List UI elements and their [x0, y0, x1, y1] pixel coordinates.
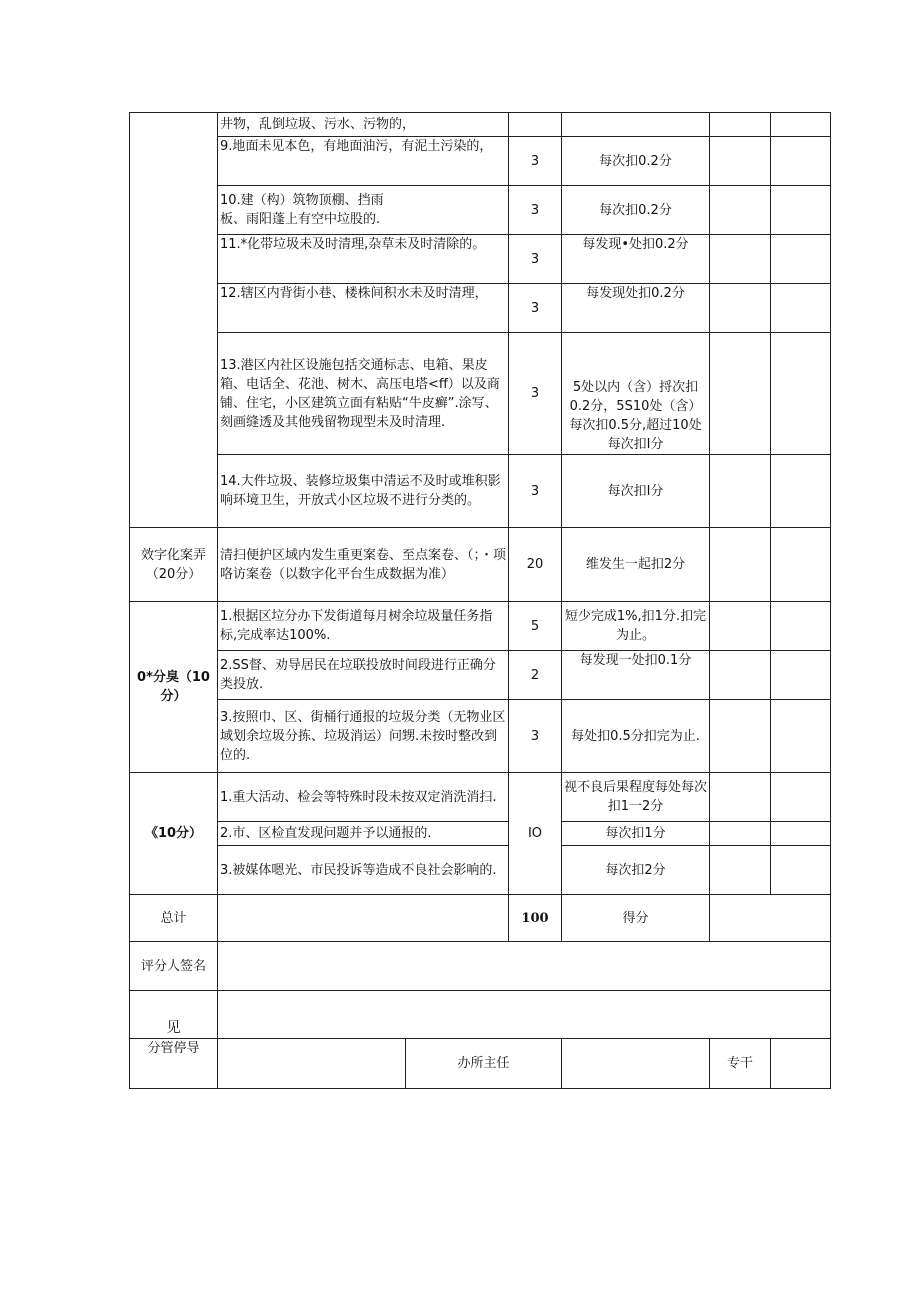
result-cell[interactable] [710, 455, 771, 528]
director-label: 办所主任 [406, 1039, 562, 1089]
rule-cell: 每发现处扣0.2分 [562, 284, 710, 333]
remark-cell[interactable] [771, 186, 831, 235]
staff-signature-field[interactable] [771, 1039, 831, 1089]
score-cell: 3 [509, 284, 562, 333]
table-row [130, 113, 831, 137]
table-row [130, 528, 831, 602]
opinion-label: 见 [130, 991, 218, 1039]
result-cell[interactable] [710, 822, 771, 846]
score-cell: 2 [509, 651, 562, 700]
total-blank [218, 895, 509, 942]
result-cell[interactable] [710, 602, 771, 651]
score-label: 得分 [562, 895, 710, 942]
item-text: 10.建（构）筑物顶棚、挡雨板、雨阳蓬上有空中垃股的. [218, 186, 406, 235]
table-row [130, 186, 831, 235]
rule-cell: 维发生一起扣2分 [562, 528, 710, 602]
total-result-cell[interactable] [710, 895, 831, 942]
rule-cell: 每发现•处扣0.2分 [562, 235, 710, 284]
director-signature-field[interactable] [562, 1039, 710, 1089]
result-cell[interactable] [710, 137, 771, 186]
staff-label: 专干 [710, 1039, 771, 1089]
remark-cell[interactable] [771, 651, 831, 700]
item-text: 3.按照巾、区、街桶行通报的垃圾分类（无物业区域划余垃圾分拣、垃圾消运）问甥.未按时整改到位的. [218, 700, 509, 773]
remark-cell[interactable] [771, 700, 831, 773]
result-cell[interactable] [710, 284, 771, 333]
remark-cell[interactable] [771, 846, 831, 895]
item-text-spacer [406, 186, 509, 235]
total-label: 总计 [130, 895, 218, 942]
remark-cell[interactable] [771, 235, 831, 284]
table-row [130, 651, 831, 700]
table-row [130, 773, 831, 822]
score-cell: IO [509, 773, 562, 895]
item-text: 12.辖区内背街小巷、楼株间积水未及时清理， [218, 284, 509, 333]
score-cell: 3 [509, 700, 562, 773]
rule-cell: 每次扣0.2分 [562, 137, 710, 186]
remark-cell[interactable] [771, 137, 831, 186]
rule-cell: 每次扣1分 [562, 822, 710, 846]
remark-cell[interactable] [771, 284, 831, 333]
category-cell-continued [130, 113, 218, 528]
leader-signature-field[interactable] [218, 1039, 406, 1089]
remark-cell[interactable] [771, 455, 831, 528]
remark-cell[interactable] [771, 528, 831, 602]
item-text: 3.被媒体嗯光、市民投诉等造成不良社会影响的. [218, 846, 509, 895]
rule-cell: 每次扣0.2分 [562, 186, 710, 235]
table-row [130, 137, 831, 186]
opinion-row [130, 991, 831, 1039]
rule-cell: 短少完成1%,扣1分.扣完为止。 [562, 602, 710, 651]
table-row [130, 700, 831, 773]
total-row [130, 895, 831, 942]
scorer-signature-field[interactable] [218, 942, 831, 991]
category-sorting: 0*分臭（10分） [130, 602, 218, 773]
table-row [130, 602, 831, 651]
score-cell: 3 [509, 186, 562, 235]
total-score: 100 [509, 895, 562, 942]
table-row [130, 846, 831, 895]
leader-label: 分管停导 [130, 1039, 218, 1089]
score-cell: 5 [509, 602, 562, 651]
remark-cell[interactable] [771, 113, 831, 137]
result-cell[interactable] [710, 186, 771, 235]
score-cell: 3 [509, 137, 562, 186]
item-text: 9.地面未见本色，有地面油污，有泥土污染的， [218, 137, 509, 186]
score-cell [509, 113, 562, 137]
item-text: 11.*化带垃圾未及时清理,杂草未及时清除的。 [218, 235, 509, 284]
category-special: 《10分） [130, 773, 218, 895]
remark-cell[interactable] [771, 602, 831, 651]
item-text: 13.港区内社区设施包括交通标志、电箱、果皮箱、电话全、花池、树木、高压电塔<ff）以及商铺、住宅，小区建筑立面有粘贴“牛皮癣”.涂写、刻画缝透及其他残留物现型未及时清理. [218, 333, 509, 455]
result-cell[interactable] [710, 333, 771, 455]
table-row [130, 455, 831, 528]
result-cell[interactable] [710, 528, 771, 602]
rule-cell: 每发现一处扣0.1分 [562, 651, 710, 700]
rule-cell [562, 113, 710, 137]
table-row [130, 333, 831, 455]
score-cell: 3 [509, 455, 562, 528]
item-text: 2.市、区检直发现问题并予以通报的. [218, 822, 509, 846]
result-cell[interactable] [710, 846, 771, 895]
scorer-label: 评分人签名 [130, 942, 218, 991]
result-cell[interactable] [710, 651, 771, 700]
rule-cell: 每处扣0.5分扣完为止. [562, 700, 710, 773]
scoring-table [129, 112, 831, 1089]
item-text: 14.大件垃圾、装修垃圾集中清运不及时或堆积影响环境卫生，开放式小区垃圾不进行分类的。 [218, 455, 509, 528]
category-digital: 效字化案弄（20分） [130, 528, 218, 602]
table-row [130, 284, 831, 333]
opinion-field[interactable] [218, 991, 831, 1039]
signoff-row [130, 1039, 831, 1089]
result-cell[interactable] [710, 700, 771, 773]
remark-cell[interactable] [771, 773, 831, 822]
rule-cell: 每次扣I分 [562, 455, 710, 528]
score-cell: 3 [509, 235, 562, 284]
scorer-row [130, 942, 831, 991]
item-text: 清扫便护区域内发生重更案卷、至点案卷、（；・项咯访案卷（以数字化平台生成数据为准） [218, 528, 509, 602]
table-row [130, 235, 831, 284]
table-row [130, 822, 831, 846]
rule-cell: 视不良后果程度每处每次扣1一2分 [562, 773, 710, 822]
rule-cell: 每次扣2分 [562, 846, 710, 895]
remark-cell[interactable] [771, 333, 831, 455]
item-text: 井物，乱倒垃圾、污水、污物的， [218, 113, 509, 137]
item-text: 1.根据区垃分办下发街道每月树余垃圾量任务指标,完成率达100%. [218, 602, 509, 651]
rule-cell: 5处以内（含）捋次扣0.2分，5S10处（含）每次扣0.5分,超过10处每次扣I分 [562, 333, 710, 455]
result-cell[interactable] [710, 773, 771, 822]
item-text: 2.SS督、劝导居民在垃联投放时间段进行正确分类投放. [218, 651, 509, 700]
score-cell: 3 [509, 333, 562, 455]
result-cell[interactable] [710, 235, 771, 284]
remark-cell[interactable] [771, 822, 831, 846]
item-text: 1.重大活动、检会等特殊时段未按双定消洗消扫. [218, 773, 509, 822]
result-cell[interactable] [710, 113, 771, 137]
score-cell: 20 [509, 528, 562, 602]
